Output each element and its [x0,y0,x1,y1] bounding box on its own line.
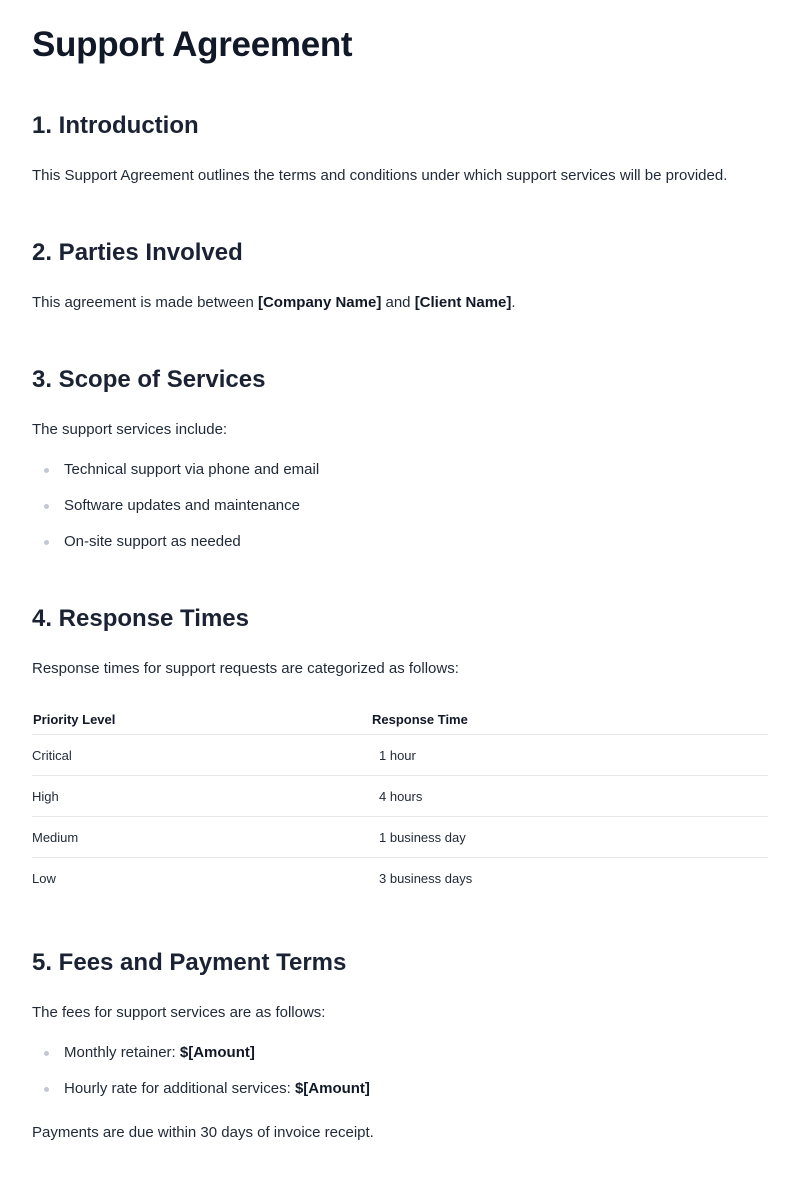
payment-terms-note: Payments are due within 30 days of invoice receipt. [32,1124,374,1141]
fees-intro: The fees for support services are as follows: [32,1004,326,1021]
response-times-intro: Response times for support requests are categorized as follows: [32,660,459,677]
list-item [32,527,768,563]
fee-amount-placeholder: $[Amount] [294,1080,370,1097]
section-heading-fees: 5. Fees and Payment Terms [32,949,347,976]
scope-intro: The support services include: [32,421,228,438]
table-row [32,776,768,817]
section-heading-response-times: 4. Response Times [32,605,249,632]
priority-cell: Medium [32,817,371,858]
list-item [32,1038,768,1074]
scope-list [32,455,768,563]
list-item [32,1074,768,1110]
parties-text-middle: and [381,294,415,311]
column-header-response-time: Response Time [371,704,768,735]
response-times-table [32,704,768,898]
fee-label: Monthly retainer: [64,1044,180,1061]
priority-cell: High [32,776,371,817]
fee-label: Hourly rate for additional services: [64,1080,295,1097]
table-row [32,817,768,858]
parties-text-after: . [511,294,516,311]
scope-item-text: Software updates and maintenance [64,497,300,514]
column-header-priority: Priority Level [32,704,371,735]
bullet-icon [44,540,49,545]
priority-cell: Critical [32,735,371,776]
section-heading-introduction: 1. Introduction [32,112,199,139]
bullet-icon [44,1051,49,1056]
fees-list [32,1038,768,1110]
list-item [32,491,768,527]
scope-item-text: On-site support as needed [64,533,241,550]
table-row [32,858,768,899]
table-row [32,735,768,776]
priority-cell: Low [32,870,56,886]
company-name-placeholder: [Company Name] [257,294,382,311]
response-time-cell: 1 business day [371,817,768,858]
response-time-cell: 4 hours [371,776,768,817]
bullet-icon [44,1087,49,1092]
table-header-row [32,704,768,735]
list-item [32,455,768,491]
response-time-cell: 1 hour [371,735,768,776]
document-title: Support Agreement [32,25,353,64]
client-name-placeholder: [Client Name] [414,294,512,311]
fee-amount-placeholder: $[Amount] [179,1044,255,1061]
section-heading-scope: 3. Scope of Services [32,366,266,393]
bullet-icon [44,468,49,473]
section-heading-parties: 2. Parties Involved [32,239,243,266]
parties-text-before: This agreement is made between [32,294,258,311]
response-time-cell: 3 business days [379,870,473,886]
bullet-icon [44,504,49,509]
introduction-text: This Support Agreement outlines the terms and conditions under which support services will be provided. [32,167,728,184]
parties-text [32,292,768,314]
scope-item-text: Technical support via phone and email [64,461,320,478]
